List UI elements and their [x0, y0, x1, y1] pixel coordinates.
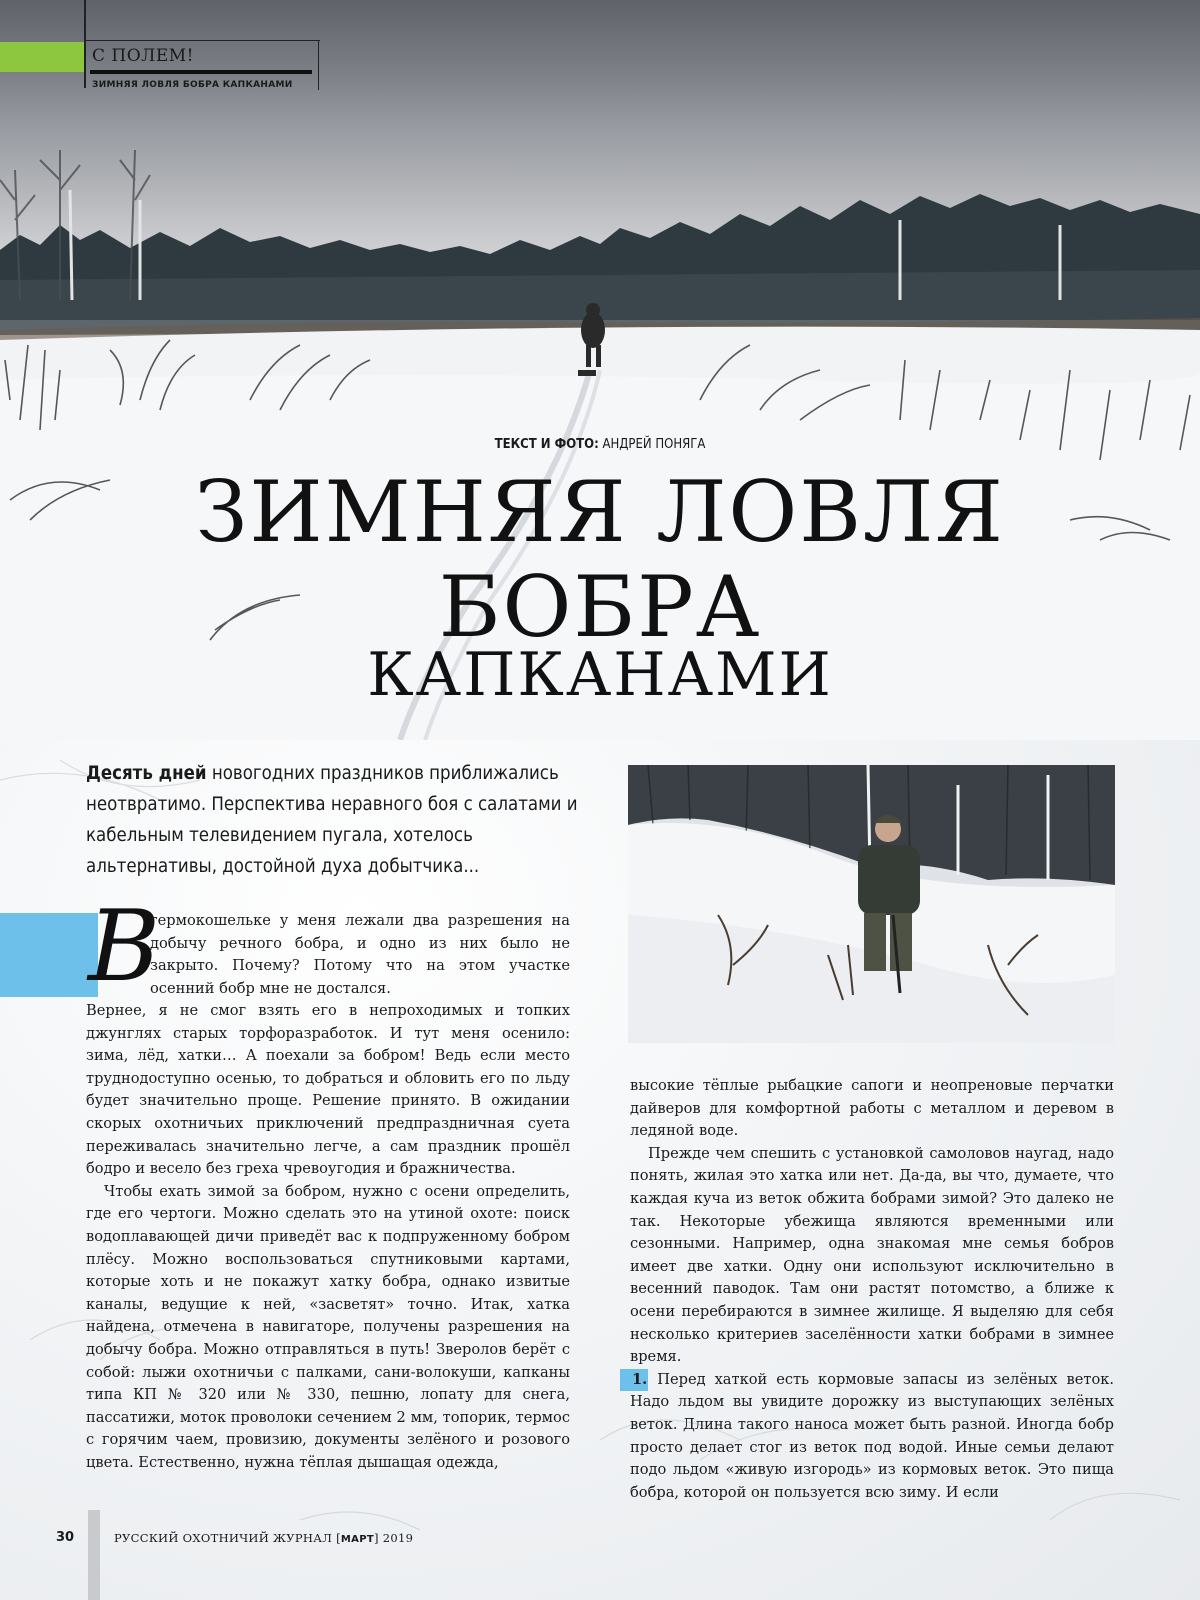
page-number: 30 — [56, 1530, 75, 1545]
column-left — [86, 1000, 570, 1474]
lead-bold: Десять дней — [86, 763, 207, 784]
journal-name: РУССКИЙ ОХОТНИЧИЙ ЖУРНАЛ — [114, 1531, 333, 1545]
bracket-close: ] — [373, 1531, 379, 1545]
body-text: гермокошельке у меня лежали два разрешения на добычу речного бобра, и одно из них было не закрыто. Почему? Потому что на этом участке осенний бобр мне не достался. — [150, 912, 570, 997]
issue-year: 2019 — [382, 1531, 414, 1545]
dropcap: В — [88, 890, 161, 1004]
bracket-open: [ — [336, 1531, 341, 1545]
section-accent-bar — [0, 42, 84, 72]
section-rule-top — [84, 40, 320, 41]
lead-paragraph — [86, 758, 586, 882]
headline-line-2: БОБРА — [438, 558, 762, 656]
column-right — [630, 1075, 1114, 1504]
byline-label: ТЕКСТ И ФОТО: — [494, 437, 599, 452]
byline-author: АНДРЕЙ ПОНЯГА — [602, 437, 706, 452]
section-rule-vertical-right — [318, 40, 319, 90]
section-title: С ПОЛЕМ! — [92, 46, 195, 66]
issue-month: МАРТ — [340, 1534, 374, 1545]
body-paragraph-1-rest: Вернее, я не смог взять его в непроходимых и топких джунглях старых торфоразработок. И тут меня осенило: зима, лёд, хатки… А поехали за бобром! Ведь если место труднодоступно осенью, то добраться и обловить его по льду будет значительно проще. Решение принято. В ожидании скорых охотничьих приключений предпраздничная суета переживалась значительно легче, а сам праздник прошёл бодро и весело без греха чревоугодия и бражничества. — [86, 1002, 570, 1178]
body-paragraph-1-start — [150, 910, 570, 1000]
lead-text: новогодних праздников приближались неотвратимо. Перспектива неравного боя с салатами и кабельным телевидением пугала, хотелось альтернативы, достойной духа добытчика... — [86, 763, 578, 877]
body-paragraph-5 — [630, 1369, 1114, 1505]
headline-line-3: КАПКАНАМИ — [367, 640, 833, 710]
body-paragraph-3: высокие тёплые рыбацкие сапоги и неопреновые перчатки дайверов для комфортной работы с металлом и деревом в ледяной воде. — [630, 1077, 1114, 1140]
section-subtitle: ЗИМНЯЯ ЛОВЛЯ БОБРА КАПКАНАМИ — [92, 80, 293, 90]
section-rule-vertical — [84, 0, 86, 88]
headline-line-1: ЗИМНЯЯ ЛОВЛЯ — [195, 463, 1005, 561]
footer-journal — [114, 1531, 413, 1545]
byline — [0, 437, 1200, 452]
section-underline — [90, 70, 312, 74]
criterion-text: Перед хаткой есть кормовые запасы из зелёных веток. Надо льдом вы увидите дорожку из выступающих зелёных веток. Длина такого наноса может быть разной. Иногда бобр просто делает стог из веток под водой. Иные семьи делают подо льдом «живую изгородь» из кормовых веток. Это пища бобра, которой он пользуется всю зиму. И если — [630, 1370, 1114, 1501]
criterion-number: 1. — [620, 1369, 648, 1392]
dropcap-accent — [0, 913, 98, 997]
body-paragraph-2: Чтобы ехать зимой за бобром, нужно с осени определить, где его чертоги. Можно сделать это на утиной охоте: поиск водоплавающей дичи приведёт вас к подпруженному бобром плёсу. Можно воспользоваться спутниковыми картами, которые хоть и не покажут хатку бобра, однако извитые каналы, ведущие к ней, «засветят» точно. Итак, хатка найдена, отмечена в навигаторе, получены разрешения на добычу бобра. Можно отправляться в путь! Зверолов берёт с собой: лыжи охотничьи с палками, сани-волокуши, капканы типа КП № 320 или № 330, пешню, лопату для снега, пассатижи, моток проволоки сечением 2 мм, топорик, термос с горячим чаем, провизию, документы зелёного и розового цвета. Естественно, нужна тёплая дышащая одежда, — [86, 1182, 570, 1471]
hunter-in-snow-illustration — [628, 765, 1115, 1043]
body-paragraph-4: Прежде чем спешить с установкой самоловов наугад, надо понять, жилая это хатка или нет. Да-да, вы что, думаете, что каждая куча из веток обжита бобрами зимой? Это далеко не так. Некоторые убежища являются временными или сезонными. Например, одна знакомая мне семья бобров имеет две хатки. Одну они используют исключительно в весенний паводок. Там они растят потомство, а ближе к осени перебираются в зимнее жилище. Я выделяю для себя несколько критериев заселённости хатки бобрами в зимнее время. — [630, 1144, 1114, 1366]
inset-photo — [628, 765, 1115, 1043]
footer-bar — [88, 1510, 100, 1600]
